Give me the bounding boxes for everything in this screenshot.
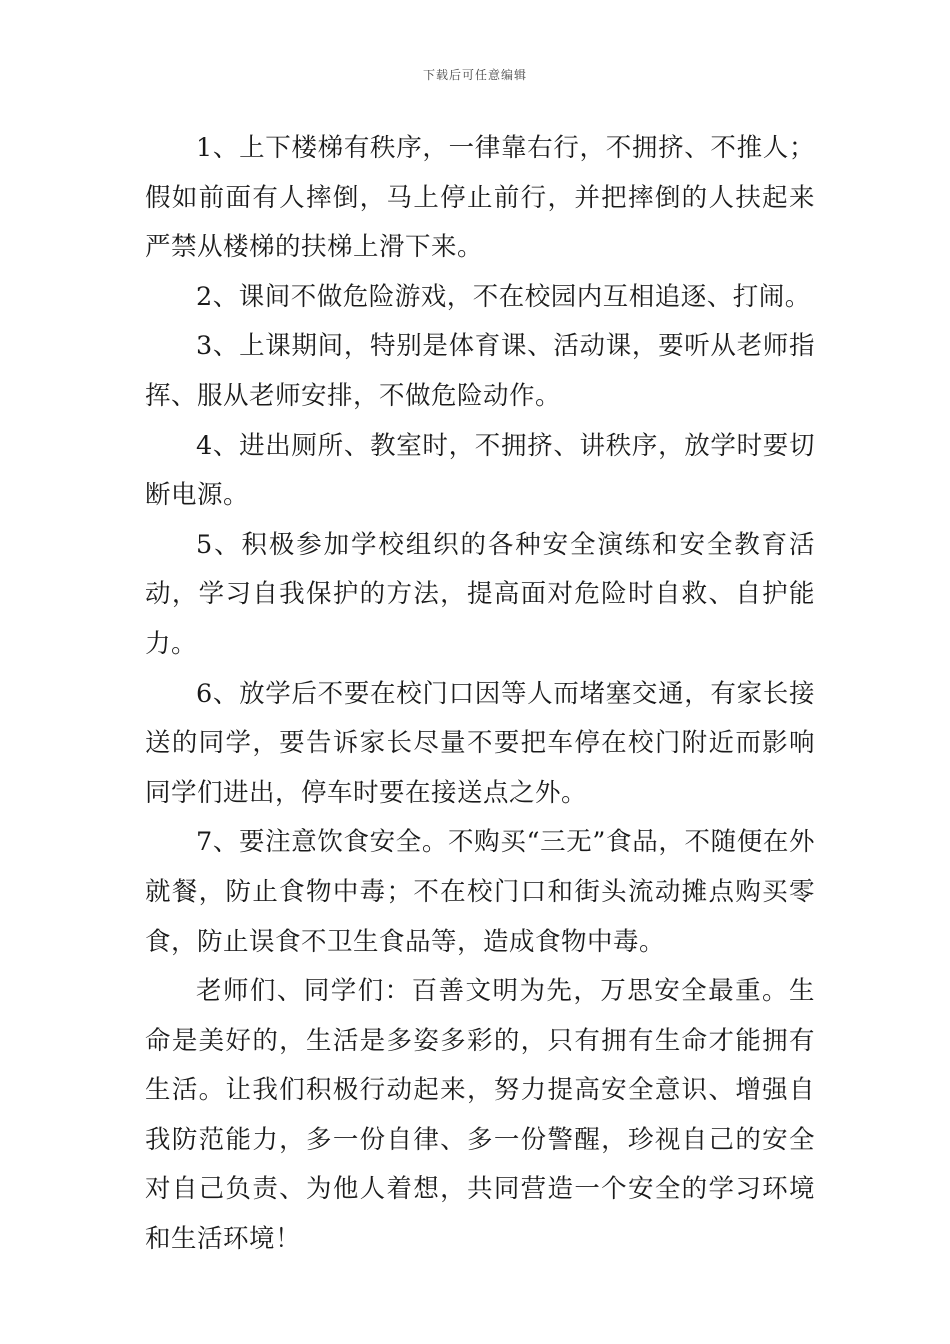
paragraph-rule-2: 2、课间不做危险游戏，不在校园内互相追逐、打闹。 xyxy=(196,281,811,312)
paragraph-rule-7: 7、要注意饮食安全。不购买“三无”食品，不随便在外就餐，防止食物中毒；不在校门口和街头流动摊点购买零食，防止误食不卫生食品等，造成食物中毒。 xyxy=(145,827,815,957)
paragraph-rule-3: 3、上课期间，特别是体育课、活动课，要听从老师指挥、服从老师安排，不做危险动作。 xyxy=(145,331,815,411)
paragraph-rule-1: 1、上下楼梯有秩序，一律靠右行，不拥挤、不推人；假如前面有人摔倒，马上停止前行，并把摔倒的人扶起来严禁从楼梯的扶梯上滑下来。 xyxy=(145,133,815,263)
document-body xyxy=(145,124,815,1265)
paragraph-rule-6: 6、放学后不要在校门口因等人而堵塞交通，有家长接送的同学，要告诉家长尽量不要把车停在校门附近而影响同学们进出，停车时要在接送点之外。 xyxy=(145,678,815,808)
paragraph-rule-4: 4、进出厕所、教室时，不拥挤、讲秩序，放学时要切断电源。 xyxy=(145,430,815,511)
header-note: 下载后可任意编辑 xyxy=(422,68,527,82)
paragraph-closing: 老师们、同学们：百善文明为先，万思安全最重。生命是美好的，生活是多姿多彩的，只有拥有生命才能拥有生活。让我们积极行动起来，努力提高安全意识、增强自我防范能力，多一份自律、多一份警醒，珍视自己的安全对自己负责、为他人着想，共同营造一个安全的学习环境和生活环境！ xyxy=(145,976,815,1255)
paragraph-rule-5: 5、积极参加学校组织的各种安全演练和安全教育活动，学习自我保护的方法，提高面对危险时自救、自护能力。 xyxy=(145,529,815,659)
